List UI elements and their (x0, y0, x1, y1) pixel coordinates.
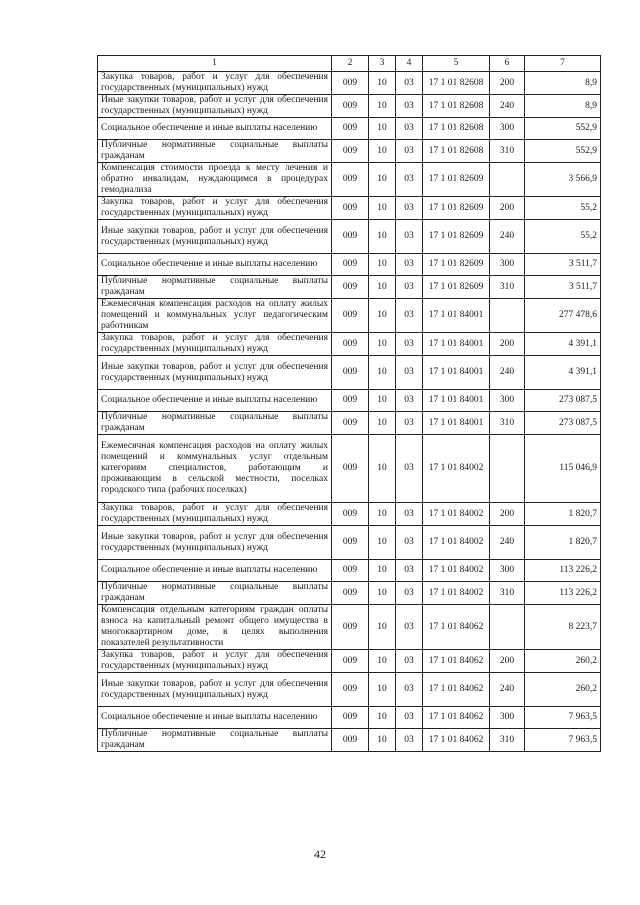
row-expense-type-cell (490, 435, 525, 503)
row-subsection-cell: 03 (396, 254, 423, 276)
row-subsection-cell: 03 (396, 605, 423, 650)
row-name-cell: Компенсация отдельным категориям граждан оплаты взноса на капитальный ремонт общего имущества в многоквартирном доме, в целях выполнения показателей результативности (98, 605, 332, 650)
row-admin-code-cell: 009 (332, 390, 369, 412)
row-target-article-cell: 17 1 01 84001 (423, 390, 490, 412)
row-name-cell: Закупка товаров, работ и услуг для обеспечения государственных (муниципальных) нужд (98, 650, 332, 673)
row-target-article-cell: 17 1 01 84001 (423, 412, 490, 435)
row-admin-code-cell: 009 (332, 140, 369, 163)
row-name-cell: Иные закупки товаров, работ и услуг для обеспечения государственных (муниципальных) нужд (98, 526, 332, 560)
row-section-cell: 10 (369, 220, 396, 254)
row-target-article-cell: 17 1 01 84002 (423, 435, 490, 503)
page-number: 42 (314, 847, 326, 861)
row-admin-code-cell: 009 (332, 412, 369, 435)
row-expense-type-cell: 240 (490, 673, 525, 707)
row-subsection-cell: 03 (396, 333, 423, 356)
row-section-cell: 10 (369, 582, 396, 605)
row-subsection-cell: 03 (396, 356, 423, 390)
row-section-cell: 10 (369, 435, 396, 503)
table-row (98, 299, 601, 333)
row-name-cell: Социальное обеспечение и иные выплаты населению (98, 118, 332, 140)
table-row (98, 356, 601, 390)
row-name-cell: Социальное обеспечение и иные выплаты населению (98, 560, 332, 582)
row-admin-code-cell: 009 (332, 95, 369, 118)
row-section-cell: 10 (369, 140, 396, 163)
row-target-article-cell: 17 1 01 82609 (423, 276, 490, 299)
row-target-article-cell: 17 1 01 84001 (423, 333, 490, 356)
row-admin-code-cell: 009 (332, 582, 369, 605)
row-amount-cell: 273 087,5 (525, 390, 601, 412)
header-col-1: 1 (98, 56, 332, 72)
row-subsection-cell: 03 (396, 163, 423, 197)
row-section-cell: 10 (369, 650, 396, 673)
row-admin-code-cell: 009 (332, 650, 369, 673)
row-target-article-cell: 17 1 01 84002 (423, 582, 490, 605)
row-target-article-cell: 17 1 01 84062 (423, 650, 490, 673)
row-admin-code-cell: 009 (332, 435, 369, 503)
row-admin-code-cell: 009 (332, 163, 369, 197)
row-name-cell: Публичные нормативные социальные выплаты гражданам (98, 140, 332, 163)
table-row (98, 163, 601, 197)
row-subsection-cell: 03 (396, 503, 423, 526)
row-name-cell: Закупка товаров, работ и услуг для обеспечения государственных (муниципальных) нужд (98, 503, 332, 526)
table-row (98, 390, 601, 412)
row-section-cell: 10 (369, 276, 396, 299)
row-subsection-cell: 03 (396, 95, 423, 118)
row-expense-type-cell: 310 (490, 412, 525, 435)
row-target-article-cell: 17 1 01 82609 (423, 163, 490, 197)
table-row (98, 220, 601, 254)
row-subsection-cell: 03 (396, 118, 423, 140)
row-admin-code-cell: 009 (332, 333, 369, 356)
row-amount-cell: 3 511,7 (525, 276, 601, 299)
header-col-2: 2 (332, 56, 369, 72)
row-name-cell: Закупка товаров, работ и услуг для обеспечения государственных (муниципальных) нужд (98, 72, 332, 95)
row-expense-type-cell: 200 (490, 72, 525, 95)
row-admin-code-cell: 009 (332, 707, 369, 729)
row-subsection-cell: 03 (396, 673, 423, 707)
row-section-cell: 10 (369, 412, 396, 435)
header-col-5: 5 (423, 56, 490, 72)
row-expense-type-cell: 300 (490, 390, 525, 412)
row-admin-code-cell: 009 (332, 673, 369, 707)
table-row (98, 118, 601, 140)
row-amount-cell: 277 478,6 (525, 299, 601, 333)
row-subsection-cell: 03 (396, 276, 423, 299)
row-subsection-cell: 03 (396, 729, 423, 752)
row-amount-cell: 115 046,9 (525, 435, 601, 503)
row-name-cell: Публичные нормативные социальные выплаты гражданам (98, 582, 332, 605)
row-expense-type-cell: 300 (490, 560, 525, 582)
row-amount-cell: 4 391,1 (525, 356, 601, 390)
row-expense-type-cell: 300 (490, 254, 525, 276)
row-name-cell: Закупка товаров, работ и услуг для обеспечения государственных (муниципальных) нужд (98, 333, 332, 356)
row-amount-cell: 113 226,2 (525, 582, 601, 605)
row-target-article-cell: 17 1 01 82608 (423, 140, 490, 163)
table-row (98, 333, 601, 356)
row-subsection-cell: 03 (396, 560, 423, 582)
row-section-cell: 10 (369, 356, 396, 390)
row-expense-type-cell (490, 163, 525, 197)
header-col-3: 3 (369, 56, 396, 72)
table-row (98, 707, 601, 729)
row-section-cell: 10 (369, 118, 396, 140)
row-subsection-cell: 03 (396, 140, 423, 163)
row-amount-cell: 55,2 (525, 197, 601, 220)
row-expense-type-cell: 200 (490, 197, 525, 220)
row-expense-type-cell: 310 (490, 582, 525, 605)
row-expense-type-cell: 240 (490, 95, 525, 118)
row-admin-code-cell: 009 (332, 197, 369, 220)
row-section-cell: 10 (369, 72, 396, 95)
row-target-article-cell: 17 1 01 84062 (423, 707, 490, 729)
row-expense-type-cell: 300 (490, 118, 525, 140)
row-subsection-cell: 03 (396, 390, 423, 412)
row-target-article-cell: 17 1 01 84062 (423, 673, 490, 707)
row-amount-cell: 7 963,5 (525, 729, 601, 752)
row-admin-code-cell: 009 (332, 299, 369, 333)
row-admin-code-cell: 009 (332, 220, 369, 254)
row-section-cell: 10 (369, 526, 396, 560)
table-row (98, 503, 601, 526)
row-amount-cell: 8 223,7 (525, 605, 601, 650)
row-name-cell: Иные закупки товаров, работ и услуг для обеспечения государственных (муниципальных) нужд (98, 673, 332, 707)
row-target-article-cell: 17 1 01 84002 (423, 503, 490, 526)
table-row (98, 254, 601, 276)
row-amount-cell: 8,9 (525, 95, 601, 118)
row-subsection-cell: 03 (396, 220, 423, 254)
table-row (98, 197, 601, 220)
row-admin-code-cell: 009 (332, 526, 369, 560)
row-section-cell: 10 (369, 333, 396, 356)
row-name-cell: Социальное обеспечение и иные выплаты населению (98, 707, 332, 729)
row-expense-type-cell (490, 605, 525, 650)
row-admin-code-cell: 009 (332, 276, 369, 299)
row-admin-code-cell: 009 (332, 118, 369, 140)
row-subsection-cell: 03 (396, 582, 423, 605)
row-amount-cell: 552,9 (525, 118, 601, 140)
row-target-article-cell: 17 1 01 84002 (423, 560, 490, 582)
row-section-cell: 10 (369, 560, 396, 582)
row-target-article-cell: 17 1 01 84001 (423, 356, 490, 390)
table-row (98, 650, 601, 673)
table-row (98, 526, 601, 560)
row-expense-type-cell: 300 (490, 707, 525, 729)
row-name-cell: Социальное обеспечение и иные выплаты населению (98, 254, 332, 276)
row-amount-cell: 260,2 (525, 673, 601, 707)
row-amount-cell: 7 963,5 (525, 707, 601, 729)
row-target-article-cell: 17 1 01 84062 (423, 729, 490, 752)
row-section-cell: 10 (369, 729, 396, 752)
row-amount-cell: 3 511,7 (525, 254, 601, 276)
row-amount-cell: 8,9 (525, 72, 601, 95)
row-subsection-cell: 03 (396, 526, 423, 560)
row-section-cell: 10 (369, 605, 396, 650)
header-col-4: 4 (396, 56, 423, 72)
table-row (98, 435, 601, 503)
row-admin-code-cell: 009 (332, 605, 369, 650)
row-name-cell: Публичные нормативные социальные выплаты гражданам (98, 729, 332, 752)
row-target-article-cell: 17 1 01 82609 (423, 197, 490, 220)
row-name-cell: Ежемесячная компенсация расходов на оплату жилых помещений и коммунальных услуг педагогическим работникам (98, 299, 332, 333)
row-name-cell: Социальное обеспечение и иные выплаты населению (98, 390, 332, 412)
row-expense-type-cell: 200 (490, 503, 525, 526)
row-admin-code-cell: 009 (332, 356, 369, 390)
row-section-cell: 10 (369, 390, 396, 412)
row-section-cell: 10 (369, 673, 396, 707)
row-section-cell: 10 (369, 707, 396, 729)
row-section-cell: 10 (369, 163, 396, 197)
row-target-article-cell: 17 1 01 82608 (423, 72, 490, 95)
row-target-article-cell: 17 1 01 84001 (423, 299, 490, 333)
table-row (98, 582, 601, 605)
row-amount-cell: 113 226,2 (525, 560, 601, 582)
row-name-cell: Иные закупки товаров, работ и услуг для обеспечения государственных (муниципальных) нужд (98, 95, 332, 118)
row-target-article-cell: 17 1 01 82609 (423, 254, 490, 276)
table-row (98, 412, 601, 435)
row-name-cell: Компенсация стоимости проезда к месту лечения и обратно инвалидам, нуждающимся в процедурах гемодиализа (98, 163, 332, 197)
row-name-cell: Закупка товаров, работ и услуг для обеспечения государственных (муниципальных) нужд (98, 197, 332, 220)
table-row (98, 140, 601, 163)
row-target-article-cell: 17 1 01 82608 (423, 95, 490, 118)
row-expense-type-cell: 310 (490, 140, 525, 163)
row-admin-code-cell: 009 (332, 72, 369, 95)
table-header-row (98, 56, 601, 72)
row-expense-type-cell: 240 (490, 220, 525, 254)
header-col-7: 7 (525, 56, 601, 72)
table-row (98, 72, 601, 95)
row-amount-cell: 3 566,9 (525, 163, 601, 197)
table-row (98, 560, 601, 582)
table-row (98, 729, 601, 752)
row-admin-code-cell: 009 (332, 560, 369, 582)
budget-table (97, 55, 601, 752)
table-row (98, 673, 601, 707)
row-name-cell: Иные закупки товаров, работ и услуг для обеспечения государственных (муниципальных) нужд (98, 220, 332, 254)
row-subsection-cell: 03 (396, 435, 423, 503)
row-subsection-cell: 03 (396, 412, 423, 435)
row-section-cell: 10 (369, 503, 396, 526)
row-expense-type-cell (490, 299, 525, 333)
row-name-cell: Ежемесячная компенсация расходов на оплату жилых помещений и коммунальных услуг отдельным категориям специалистов, работающим и проживающим в сельской местности, поселках городского типа (рабочих поселках) (98, 435, 332, 503)
header-col-6: 6 (490, 56, 525, 72)
row-target-article-cell: 17 1 01 84002 (423, 526, 490, 560)
row-section-cell: 10 (369, 197, 396, 220)
row-expense-type-cell: 200 (490, 650, 525, 673)
row-admin-code-cell: 009 (332, 729, 369, 752)
row-name-cell: Иные закупки товаров, работ и услуг для обеспечения государственных (муниципальных) нужд (98, 356, 332, 390)
row-target-article-cell: 17 1 01 84062 (423, 605, 490, 650)
row-subsection-cell: 03 (396, 72, 423, 95)
row-name-cell: Публичные нормативные социальные выплаты гражданам (98, 276, 332, 299)
table-row (98, 95, 601, 118)
row-expense-type-cell: 240 (490, 356, 525, 390)
budget-table-body (98, 56, 601, 752)
row-amount-cell: 273 087,5 (525, 412, 601, 435)
row-expense-type-cell: 310 (490, 729, 525, 752)
row-section-cell: 10 (369, 254, 396, 276)
table-row (98, 605, 601, 650)
row-section-cell: 10 (369, 95, 396, 118)
row-subsection-cell: 03 (396, 650, 423, 673)
row-subsection-cell: 03 (396, 197, 423, 220)
table-row (98, 276, 601, 299)
row-admin-code-cell: 009 (332, 254, 369, 276)
row-amount-cell: 4 391,1 (525, 333, 601, 356)
row-amount-cell: 260,2 (525, 650, 601, 673)
row-subsection-cell: 03 (396, 299, 423, 333)
row-target-article-cell: 17 1 01 82608 (423, 118, 490, 140)
row-expense-type-cell: 240 (490, 526, 525, 560)
row-expense-type-cell: 310 (490, 276, 525, 299)
row-amount-cell: 1 820,7 (525, 503, 601, 526)
row-expense-type-cell: 200 (490, 333, 525, 356)
row-section-cell: 10 (369, 299, 396, 333)
row-target-article-cell: 17 1 01 82609 (423, 220, 490, 254)
row-name-cell: Публичные нормативные социальные выплаты гражданам (98, 412, 332, 435)
row-amount-cell: 55,2 (525, 220, 601, 254)
row-subsection-cell: 03 (396, 707, 423, 729)
row-amount-cell: 552,9 (525, 140, 601, 163)
row-amount-cell: 1 820,7 (525, 526, 601, 560)
row-admin-code-cell: 009 (332, 503, 369, 526)
